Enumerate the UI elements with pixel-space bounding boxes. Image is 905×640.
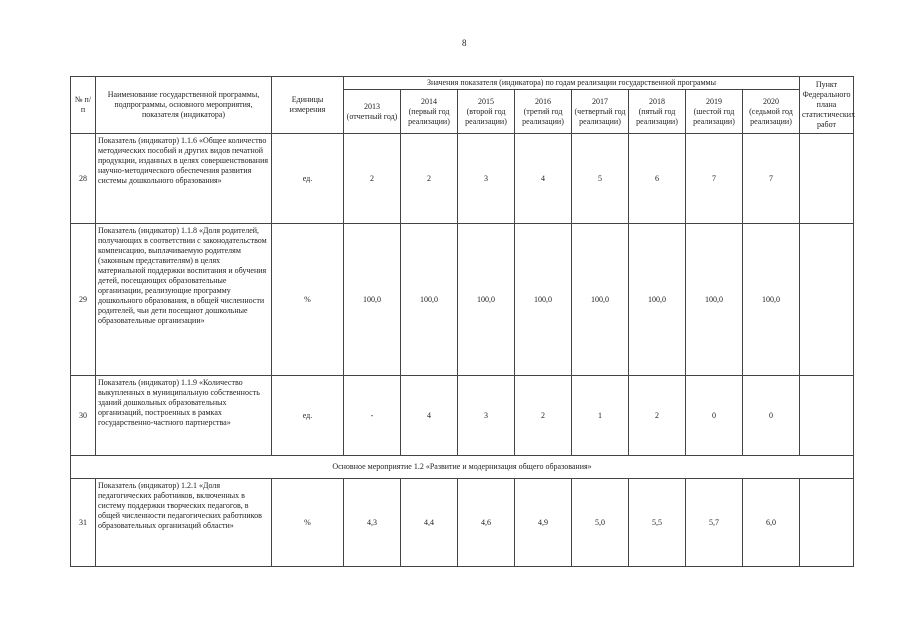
row-name: Показатель (индикатор) 1.1.8 «Доля родителей, получающих в соответствии с законодательством компенсацию, выплачиваемую родителям (законным представителям) в целях материальной поддержки воспитания и обучения детей, посещающих образовательные организации, реализующие программу дошкольного образования, в общей численности родителей, чьи дети посещают дошкольные образовательные организации»: [96, 224, 272, 376]
table-row: [71, 224, 854, 376]
row-name: Показатель (индикатор) 1.1.9 «Количество выкупленных в муниципальную собственность зданий дошкольных образовательных организаций, построенных в рамках государственно-частного партнерства»: [96, 376, 272, 456]
page-number: 8: [462, 38, 467, 48]
row-name: Показатель (индикатор) 1.1.6 «Общее количество методических пособий и других видов печатной продукции, изданных в целях совершенствования научно-методического обеспечения развития системы дошкольного образования»: [96, 134, 272, 224]
row-value: 5,7: [686, 479, 743, 567]
row-value: 3: [458, 376, 515, 456]
row-value: 3: [458, 134, 515, 224]
header-plan: Пункт Федерального плана статистических работ: [800, 77, 854, 134]
header-year: 2017 (четвертый год реализации): [572, 90, 629, 134]
row-unit: %: [272, 479, 344, 567]
row-value: 4: [401, 376, 458, 456]
indicators-table: [70, 76, 854, 567]
row-plan: [800, 224, 854, 376]
row-value: 1: [572, 376, 629, 456]
row-value: 2: [401, 134, 458, 224]
table-row: [71, 376, 854, 456]
row-value: 5,0: [572, 479, 629, 567]
row-value: 4,3: [344, 479, 401, 567]
row-value: 4,9: [515, 479, 572, 567]
header-year: 2016 (третий год реализации): [515, 90, 572, 134]
row-num: 29: [71, 224, 96, 376]
row-value: 0: [743, 376, 800, 456]
header-year: 2014 (первый год реализации): [401, 90, 458, 134]
row-value: 100,0: [572, 224, 629, 376]
row-unit: %: [272, 224, 344, 376]
header-name: Наименование государственной программы, подпрограммы, основного мероприятия, показателя (индикатора): [96, 77, 272, 134]
row-plan: [800, 376, 854, 456]
row-value: 100,0: [629, 224, 686, 376]
row-value: 7: [743, 134, 800, 224]
row-value: 2: [629, 376, 686, 456]
row-value: 5: [572, 134, 629, 224]
section-title: Основное мероприятие 1.2 «Развитие и модернизация общего образования»: [71, 456, 854, 479]
row-value: 100,0: [743, 224, 800, 376]
row-value: 100,0: [401, 224, 458, 376]
header-values-group: Значения показателя (индикатора) по годам реализации государственной программы: [344, 77, 800, 90]
header-year: 2020 (седьмой год реализации): [743, 90, 800, 134]
row-value: 100,0: [686, 224, 743, 376]
row-unit: ед.: [272, 134, 344, 224]
header-year: 2015 (второй год реализации): [458, 90, 515, 134]
header-year: 2019 (шестой год реализации): [686, 90, 743, 134]
row-value: 100,0: [344, 224, 401, 376]
header-year: 2018 (пятый год реализации): [629, 90, 686, 134]
row-name: Показатель (индикатор) 1.2.1 «Доля педагогических работников, включенных в систему поддержки творческих педагогов, в общей численности педагогических работников образовательных организаций области»: [96, 479, 272, 567]
row-value: 100,0: [458, 224, 515, 376]
row-unit: ед.: [272, 376, 344, 456]
row-value: 6,0: [743, 479, 800, 567]
row-value: 4,4: [401, 479, 458, 567]
row-value: 0: [686, 376, 743, 456]
row-plan: [800, 134, 854, 224]
table-row: [71, 134, 854, 224]
row-value: 4,6: [458, 479, 515, 567]
row-num: 28: [71, 134, 96, 224]
header-num: № п/п: [71, 77, 96, 134]
table-row: [71, 479, 854, 567]
row-value: 2: [344, 134, 401, 224]
header-unit: Единицы измерения: [272, 77, 344, 134]
row-value: 100,0: [515, 224, 572, 376]
row-value: 7: [686, 134, 743, 224]
row-num: 31: [71, 479, 96, 567]
row-value: 2: [515, 376, 572, 456]
row-value: 5,5: [629, 479, 686, 567]
row-num: 30: [71, 376, 96, 456]
row-plan: [800, 479, 854, 567]
row-value: 4: [515, 134, 572, 224]
row-value: 6: [629, 134, 686, 224]
header-year: 2013 (отчетный год): [344, 90, 401, 134]
row-value: -: [344, 376, 401, 456]
section-row: [71, 456, 854, 479]
